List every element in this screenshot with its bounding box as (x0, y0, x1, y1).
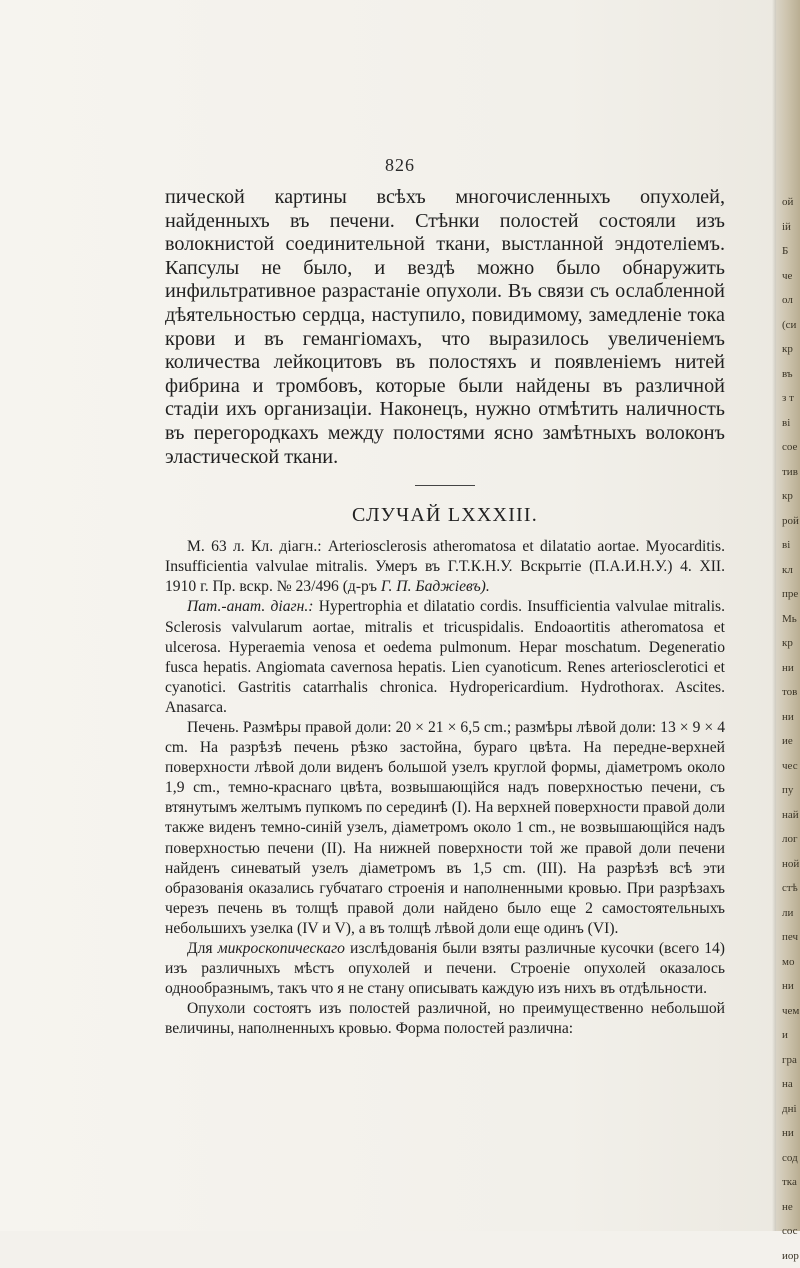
adjacent-page-fragment: сод (782, 1146, 800, 1171)
adjacent-page-fragment: тив (782, 460, 800, 485)
adjacent-page-fragment: че (782, 264, 800, 289)
pathology-label: Пат.-анат. діагн.: (187, 598, 313, 615)
adjacent-page-fragment: кл (782, 558, 800, 583)
adjacent-page-fragment: пре (782, 582, 800, 607)
microscopy-rest: изслѣдованія были взяты различные кусочки (всего 14) изъ различныхъ мѣстъ опухолей и печени. Строеніе опухолей оказалось однообразнымъ, такъ что я не стану описывать каждую изъ нихъ въ отдѣльности. (165, 940, 725, 997)
adjacent-page-fragment: ной (782, 852, 800, 877)
adjacent-page-fragment: (си (782, 313, 800, 338)
adjacent-page-fragment: ві (782, 533, 800, 558)
adjacent-page-fragment: Мь (782, 607, 800, 632)
adjacent-page-fragment: сос (782, 1219, 800, 1244)
adjacent-page-fragment: кр (782, 631, 800, 656)
adjacent-page-fragment: мо (782, 950, 800, 975)
adjacent-page-fragment: кр (782, 337, 800, 362)
adjacent-page-fragment: рой (782, 509, 800, 534)
microscopy-paragraph (165, 939, 725, 999)
adjacent-page-fragment: на (782, 1072, 800, 1097)
adjacent-page-fragment: ни (782, 1121, 800, 1146)
adjacent-page-fragments (782, 190, 800, 1268)
adjacent-page-fragment: печ (782, 925, 800, 950)
case-body (165, 537, 725, 1039)
adjacent-page-fragment: сое (782, 435, 800, 460)
adjacent-page-fragment: ій (782, 215, 800, 240)
adjacent-page-fragment: тов (782, 680, 800, 705)
adjacent-page-fragment: ни (782, 705, 800, 730)
adjacent-page-fragment: ни (782, 974, 800, 999)
adjacent-page-fragment: и (782, 1023, 800, 1048)
last-paragraph: Опухоли состоятъ изъ полостей различной, но преимущественно небольшой величины, наполненныхъ кровью. Форма полостей различна: (165, 999, 725, 1039)
microscopy-italic: микроскопическаго (218, 940, 345, 957)
doctor-name: Г. П. Баджіевъ). (381, 578, 490, 595)
adjacent-page-fragment: ни (782, 656, 800, 681)
intro-section (165, 186, 725, 469)
text-column (165, 186, 725, 1039)
adjacent-page-fragment: дні (782, 1097, 800, 1122)
diagnosis-lead: М. 63 л. Кл. діагн.: Arteriosclerosis atheromatosa et dilatatio aortae. Myocarditis. Insufficientia valvulae mitralis. Умеръ въ Г.Т.К.Н.У. Вскрытіе (П.А.И.Н.У.) 4. XII. 1910 г. Пр. вскр. № 23/496 (д-ръ (165, 538, 725, 595)
adjacent-page-fragment: тка (782, 1170, 800, 1195)
adjacent-page-fragment: кр (782, 484, 800, 509)
adjacent-page-fragment: з т (782, 386, 800, 411)
case-title: СЛУЧАЙ LXXXIII. (165, 504, 725, 527)
adjacent-page-fragment: стѣ (782, 876, 800, 901)
adjacent-page-fragment: ли (782, 901, 800, 926)
pathology-diagnosis-paragraph (165, 597, 725, 718)
adjacent-page-fragment: чем (782, 999, 800, 1024)
adjacent-page-fragment: ві (782, 411, 800, 436)
liver-paragraph: Печень. Размѣры правой доли: 20 × 21 × 6,5 cm.; размѣры лѣвой доли: 13 × 9 × 4 cm. На разрѣзѣ печень рѣзко застойна, бураго цвѣта. На передне-верхней поверхности лѣвой доли виденъ большой узелъ круглой формы, діаметромъ около 1,9 cm., темно-краснаго цвѣта, возвышающійся надъ поверхностью печени, съ втянутымъ желтымъ пупкомъ по серединѣ (I). На верхней поверхности правой доли также виденъ темно-синій узелъ, діаметромъ около 1 cm., не возвышающійся надъ поверхностью печени (II). На нижней поверхности той же правой доли печени найденъ синеватый узелъ діаметромъ въ 1,5 cm. (III). На разрѣзѣ всѣ эти образованія оказались губчатаго строенія и наполненными кровью. При разрѣзахъ черезъ печень въ толщѣ правой доли найдено было еще 2 самостоятельныхъ небольшихъ узелка (IV и V), а въ толщѣ лѣвой доли еще одинъ (VI). (165, 718, 725, 939)
section-divider (415, 485, 475, 486)
adjacent-page-fragment: чес (782, 754, 800, 779)
pathology-text: Hypertrophia et dilatatio cordis. Insufficientia valvulae mitralis. Sclerosis valvularum aortae, mitralis et tricuspidalis. Endoaortitis atheromatosa et ulcerosa. Hyperaemia venosa et oedema pulmonum. Hepar moschatum. Degeneratio fusca hepatis. Angiomata cavernosa hepatis. Lien cyanoticum. Renes arteriosclerotici et cyanotici. Gastritis catarrhalis chronica. Hydropericardium. Hydrothorax. Ascites. Anasarca. (165, 598, 725, 715)
adjacent-page-fragment: гра (782, 1048, 800, 1073)
adjacent-page-fragment: най (782, 803, 800, 828)
adjacent-page-fragment: пу (782, 778, 800, 803)
page-number: 826 (0, 155, 800, 176)
adjacent-page-fragment: ол (782, 288, 800, 313)
adjacent-page-fragment: иор (782, 1244, 800, 1268)
adjacent-page-fragment: въ (782, 362, 800, 387)
adjacent-page-fragment: Б (782, 239, 800, 264)
diagnosis-paragraph (165, 537, 725, 597)
intro-paragraph: пической картины всѣхъ многочисленныхъ опухолей, найденныхъ въ печени. Стѣнки полостей состояли изъ волокнистой соединительной ткани, выстланной эндотеліемъ. Капсулы не было, и вездѣ можно было обнаружить инфильтративное разрастаніе опухоли. Въ связи съ ослабленной дѣятельностью сердца, наступило, повидимому, замедленіе тока крови и въ гемангіомахъ, что выразилось увеличеніемъ количества лейкоцитовъ въ полостяхъ и появленіемъ нитей фибрина и тромбовъ, которые были найдены въ различной стадіи ихъ организаціи. Наконецъ, нужно отмѣтить наличность въ перегородкахъ между полостями ясно замѣтныхъ волоконъ эластической ткани. (165, 186, 725, 469)
microscopy-lead: Для (187, 940, 218, 957)
adjacent-page-fragment: лог (782, 827, 800, 852)
adjacent-page-fragment: ие (782, 729, 800, 754)
adjacent-page-fragment: ой (782, 190, 800, 215)
adjacent-page-fragment: не (782, 1195, 800, 1220)
